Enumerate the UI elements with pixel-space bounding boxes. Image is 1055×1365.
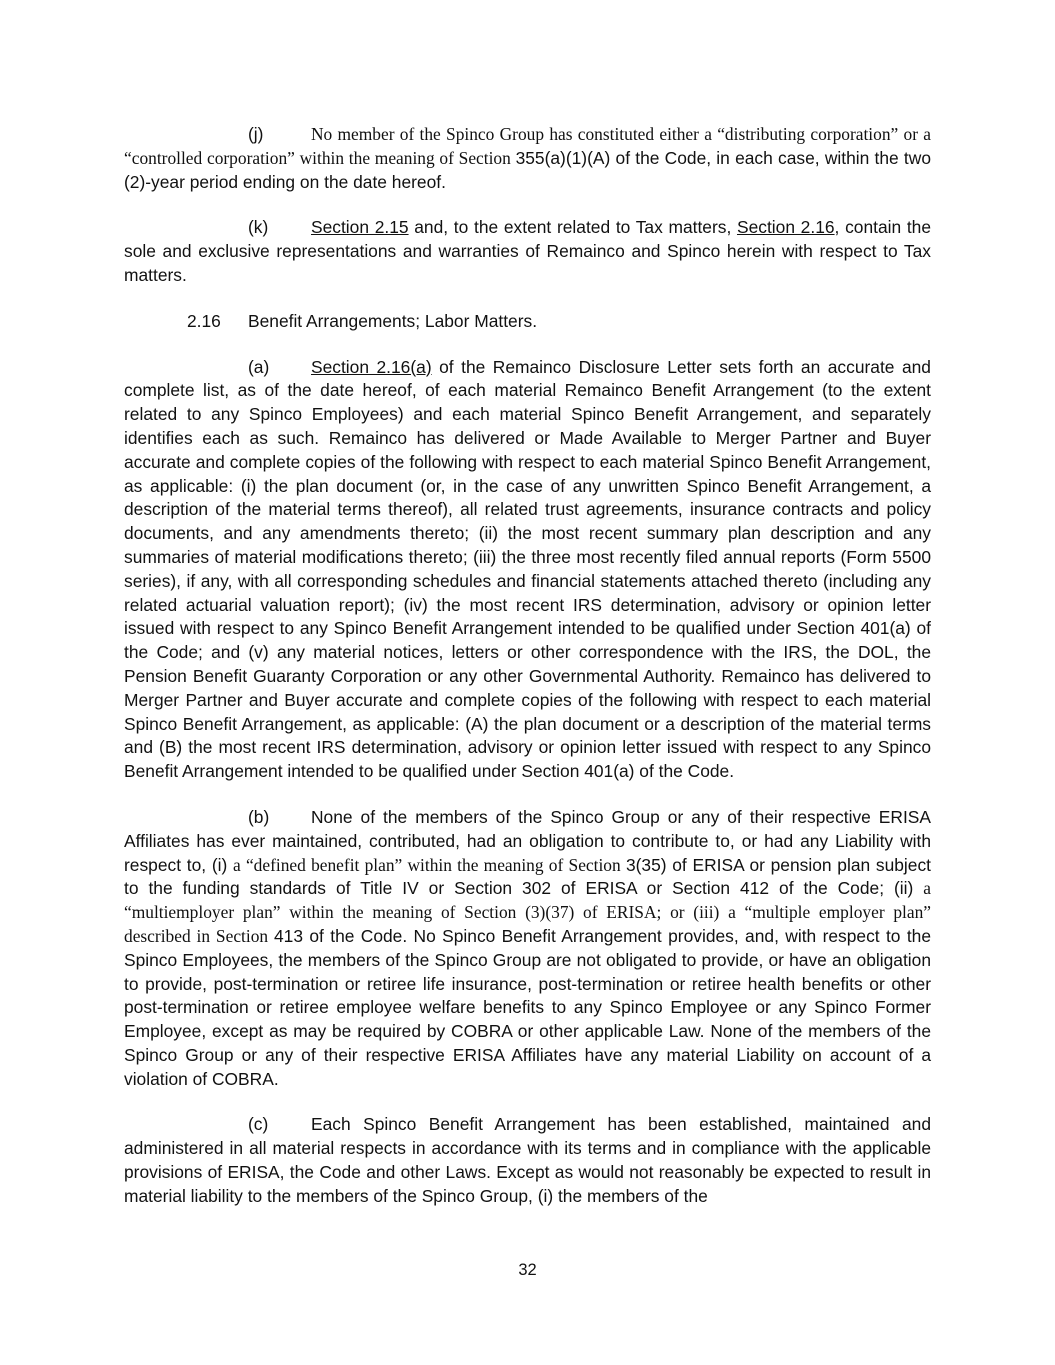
paragraph-a <box>124 356 931 784</box>
paragraph-number: (k) <box>248 217 269 238</box>
section-title: Benefit Arrangements; Labor Matters. <box>248 310 538 331</box>
paragraph-text: 413 of the Code. No Spinco Benefit Arrangement provides, and, with respect to the Spinco Employees, the members of the Spinco Group are not obligated to provide, or have an obligation to provide, post-termination or retiree life insurance, post-termination or retiree health benefits or other post-termination or retiree employee welfare benefits to any Spinco Employee or any Spinco Former Employee, except as may be required by COBRA or other applicable Law. None of the members of the Spinco Group or any of their respective ERISA Affiliates have any material Liability on account of a violation of COBRA. <box>124 925 932 1089</box>
paragraph-number: (a) <box>248 356 270 377</box>
paragraph-text-serif: a “multiemployer plan” within the meaning of Section (3)(37) of ERISA; or (iii) a “multiple employer plan” described in Section <box>124 878 931 946</box>
section-number: 2.16 <box>187 310 221 331</box>
paragraph-c <box>124 1113 931 1208</box>
section-reference-2-16a: Section 2.16(a) <box>311 356 432 377</box>
document-page <box>124 123 931 1231</box>
section-reference-2-15: Section 2.15 <box>311 217 409 238</box>
paragraph-number: (b) <box>248 806 270 827</box>
section-reference-2-16: Section 2.16 <box>736 217 835 238</box>
paragraph-text-serif: No member of the Spinco Group has constituted either a “distributing corporation” or a “controlled corporation” within the meaning of Section <box>124 124 931 168</box>
paragraph-number: (c) <box>248 1114 269 1135</box>
paragraph-text: , contain the sole and exclusive representations and warranties of Remainco and Spinco herein with respect to Tax matters. <box>124 217 932 285</box>
paragraph-text: of the Remainco Disclosure Letter sets forth an accurate and complete list, as of the date hereof, of each material Remainco Benefit Arrangement (to the extent related to any Spinco Employees) and each material Spinco Benefit Arrangement, and separately identifies each as such. Remainco has delivered or Made Available to Merger Partner and Buyer accurate and complete copies of the following with respect to each material Spinco Benefit Arrangement, as applicable: (i) the plan document (or, in the case of any unwritten Spinco Benefit Arrangement, a description of the material terms thereof), all related trust agreements, insurance contracts and policy documents, and any amendments thereto; (ii) the most recent summary plan description and any summaries of material modifications thereto; (iii) the three most recently filed annual reports (Form 5500 series), if any, with all corresponding schedules and financial statements attached thereto (including any related actuarial valuation report); (iv) the most recent IRS determination, advisory or opinion letter issued with respect to any Spinco Benefit Arrangement intended to be qualified under Section 401(a) of the Code; and (v) any material notices, letters or other correspondence with the IRS, the DOL, the Pension Benefit Guaranty Corporation or any other Governmental Authority. Remainco has delivered to Merger Partner and Buyer accurate and complete copies of the following with respect to each material Spinco Benefit Arrangement, as applicable: (A) the plan document or a description of the material terms and (B) the most recent IRS determination, advisory or opinion letter issued with respect to any Spinco Benefit Arrangement intended to be qualified under Section 401(a) of the Code. <box>124 356 931 782</box>
paragraph-text: Each Spinco Benefit Arrangement has been established, maintained and administered in all material respects in accordance with its terms and in compliance with the applicable provisions of ERISA, the Code and other Laws. Except as would not reasonably be expected to result in material liability to the members of the Spinco Group, (i) the members of the <box>124 1114 931 1206</box>
paragraph-number: (j) <box>248 124 264 144</box>
section-heading-2-16 <box>124 310 931 334</box>
paragraph-j <box>124 123 931 194</box>
paragraph-text: 355(a)(1)(A) of the Code, in each case, within the two (2)-year period ending on the date hereof. <box>124 147 931 192</box>
paragraph-text: 3(35) of ERISA or pension plan subject to the funding standards of Title IV or Section 302 of ERISA or Section 412 of the Code; (ii) <box>124 854 931 899</box>
paragraph-k <box>124 216 931 287</box>
page-number: 32 <box>518 1261 537 1279</box>
paragraph-text-serif: a “defined benefit plan” within the meaning of Section <box>233 854 626 875</box>
paragraph-text: and, to the extent related to Tax matters, <box>408 217 737 238</box>
paragraph-text: None of the members of the Spinco Group or any of their respective ERISA Affiliates has ever maintained, contributed, had an obligation to contribute to, or had any Liability with respect to, (i) <box>124 806 931 875</box>
paragraph-b <box>124 806 931 1092</box>
